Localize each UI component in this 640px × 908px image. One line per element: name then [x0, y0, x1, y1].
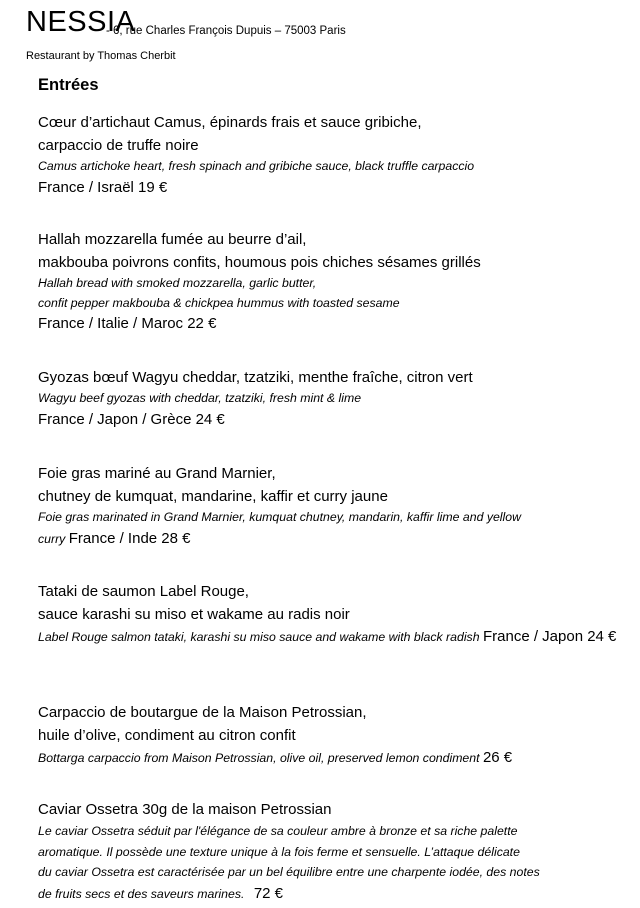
item-price: 26 € [482, 749, 513, 766]
item-description: du caviar Ossetra est caractérisée par un bel équilibre entre une charpente iodée, des notes [38, 865, 540, 879]
item-title: Tataki de saumon Label Rouge, [38, 583, 249, 600]
item-title: Foie gras mariné au Grand Marnier, [38, 465, 276, 482]
item-title: Cœur d’artichaut Camus, épinards frais et sauce gribiche, [38, 114, 422, 131]
menu-item [38, 111, 618, 199]
menu-item [38, 462, 618, 550]
menu-item [38, 701, 618, 769]
item-description: Wagyu beef gyozas with cheddar, tzatziki, fresh mint & lime [38, 391, 362, 405]
item-price: France / Inde 28 € [68, 529, 191, 547]
item-price: France / Japon / Grèce 24 € [38, 410, 225, 428]
item-title: sauce karashi su miso et wakame au radis noir [38, 606, 350, 623]
item-description: Camus artichoke heart, fresh spinach and gribiche sauce, black truffle carpaccio [38, 159, 475, 173]
item-title: makbouba poivrons confits, houmous pois chiches sésames grillés [38, 254, 481, 271]
item-description: Le caviar Ossetra séduit par l'élégance de sa couleur ambre à bronze et sa riche palette [38, 824, 518, 838]
item-price: France / Israël 19 € [38, 178, 168, 196]
restaurant-address: - 6, rue Charles François Dupuis – 75003 Paris [106, 25, 346, 37]
restaurant-name: NESSIA [26, 6, 136, 38]
item-description: aromatique. Il possède une texture unique à la fois ferme et sensuelle. L’attaque délicate [38, 844, 520, 859]
item-price: France / Japon 24 € [482, 628, 617, 645]
item-title: huile d’olive, condiment au citron confit [38, 727, 296, 744]
item-price: 72 € [253, 884, 284, 902]
section-title: Entrées [38, 76, 99, 94]
menu-item [38, 798, 618, 905]
menu-item [38, 580, 618, 648]
item-description: confit pepper makbouba & chickpea hummus with toasted sesame [38, 295, 400, 310]
item-title: Hallah mozzarella fumée au beurre d’ail, [38, 231, 307, 248]
item-title: Carpaccio de boutargue de la Maison Petrossian, [38, 704, 367, 721]
menu-item [38, 228, 618, 335]
item-description: Foie gras marinated in Grand Marnier, kumquat chutney, mandarin, kaffir lime and yellow [38, 510, 521, 524]
restaurant-tagline: Restaurant by Thomas Cherbit [26, 50, 176, 62]
item-title: carpaccio de truffe noire [38, 137, 199, 154]
item-title: chutney de kumquat, mandarine, kaffir et curry jaune [38, 488, 388, 505]
item-description: Bottarga carpaccio from Maison Petrossian, olive oil, preserved lemon condiment [38, 751, 480, 765]
item-title: Gyozas bœuf Wagyu cheddar, tzatziki, menthe fraîche, citron vert [38, 369, 473, 386]
item-description: de fruits secs et des saveurs marines. [38, 886, 245, 901]
item-description: curry [38, 531, 66, 546]
item-title: Caviar Ossetra 30g de la maison Petrossian [38, 801, 332, 818]
item-description: Hallah bread with smoked mozzarella, garlic butter, [38, 276, 317, 290]
item-price: France / Italie / Maroc 22 € [38, 315, 217, 332]
item-description: Label Rouge salmon tataki, karashi su miso sauce and wakame with black radish [38, 630, 480, 644]
menu-item [38, 366, 618, 431]
